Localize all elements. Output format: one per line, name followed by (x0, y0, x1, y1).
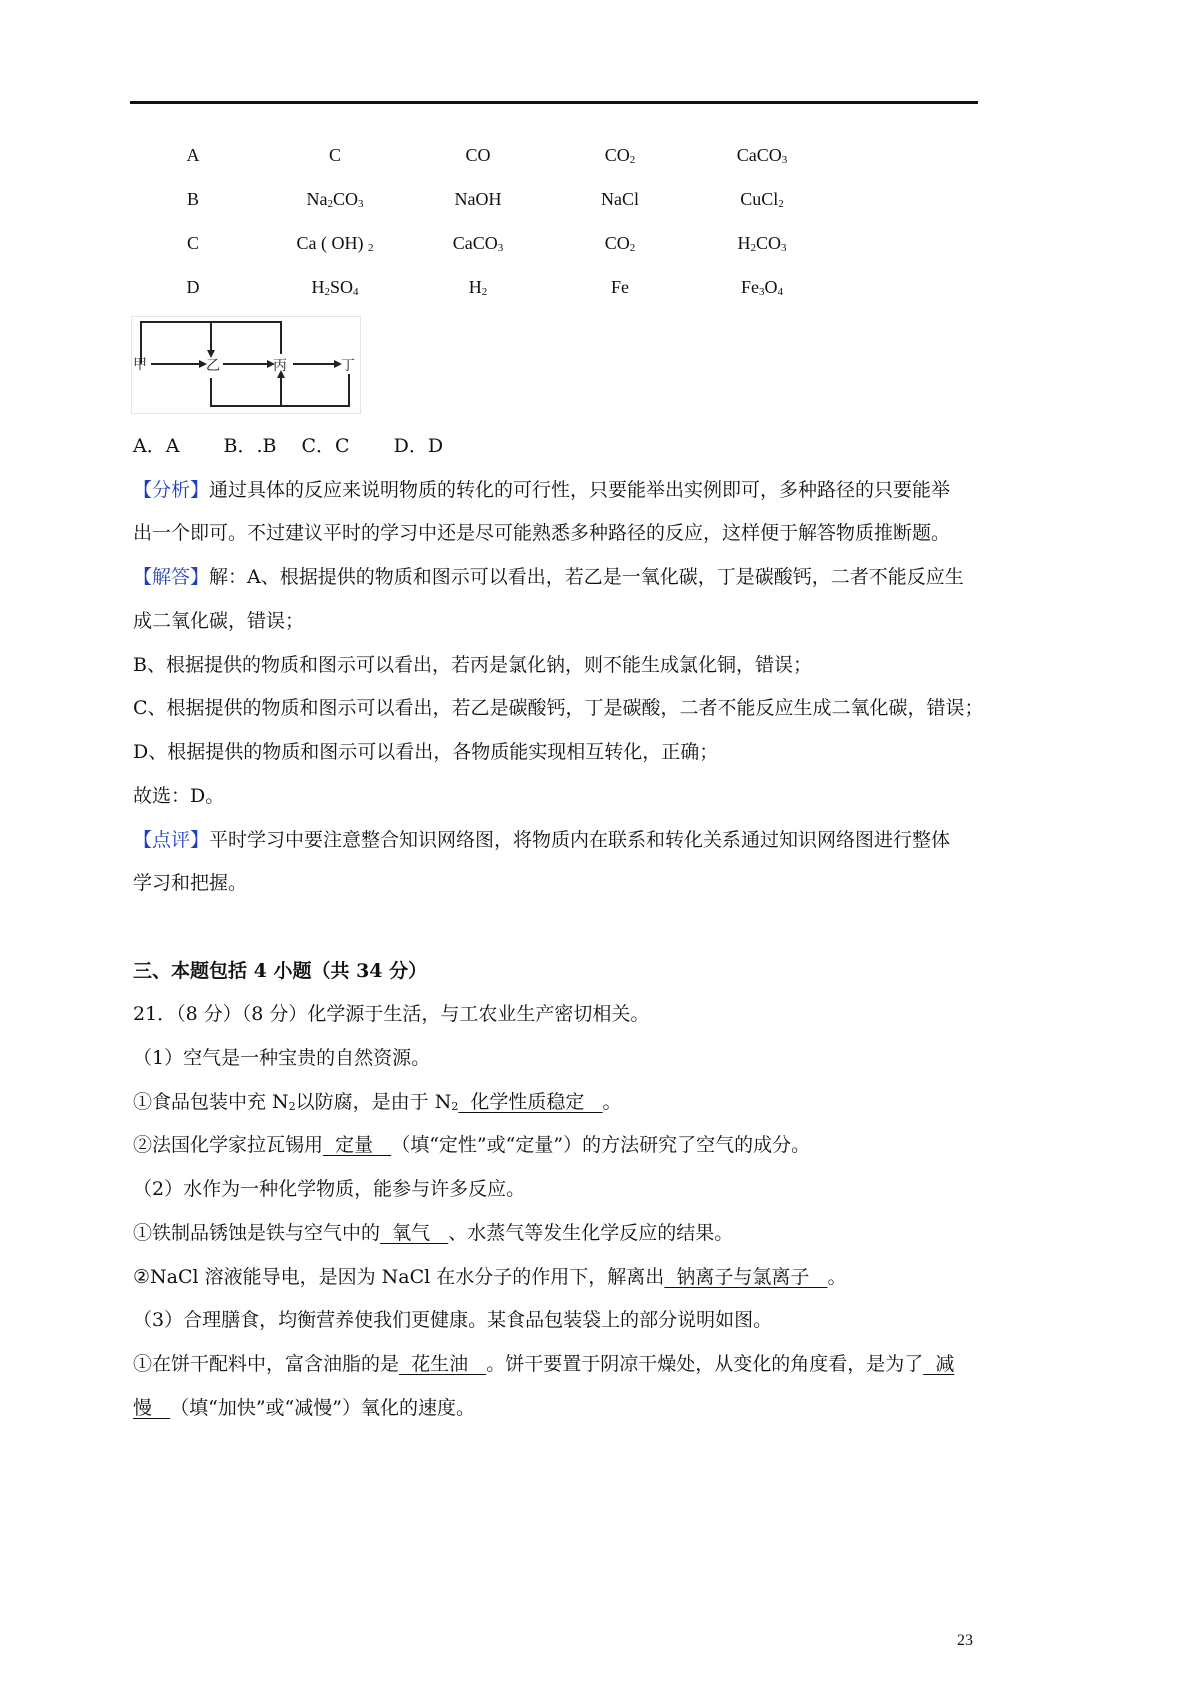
answer-blank: 氧气 (380, 1222, 449, 1244)
edge-jia-yi-top (141, 322, 211, 364)
table-row (0, 277, 1200, 307)
question-stem: 21．（8 分）（8 分）化学源于生活，与工农业生产密切相关。 (133, 1003, 650, 1025)
cell: $CO_2$ (604, 145, 636, 166)
node-ding: 丁 (341, 358, 355, 374)
answer-line: C、根据提供的物质和图示可以看出，若乙是碳酸钙，丁是碳酸，二者不能反应生成二氧化碳，错误； (133, 697, 984, 719)
question-item: ①铁制品锈蚀是铁与空气中的 氧气 、水蒸气等发生化学反应的结果。 (133, 1222, 734, 1244)
question-item: ②NaCl 溶液能导电，是因为 NaCl 在水分子的作用下，解离出 钠离子与氯离子 。 (133, 1266, 847, 1288)
answer-blank: 化学性质稳定 (458, 1091, 603, 1113)
edge-top-bing (211, 322, 281, 354)
header-rule (130, 101, 978, 104)
question-part: （3）合理膳食，均衡营养使我们更健康。某食品包装袋上的部分说明如图。 (133, 1309, 773, 1331)
row-label: C (186, 233, 200, 253)
answer-line: 【解答】解：A、根据提供的物质和图示可以看出，若乙是一氧化碳，丁是碳酸钙，二者不能反应生 (133, 566, 964, 588)
question-item: 慢 （填“加快”或“减慢”）氧化的速度。 (133, 1397, 475, 1419)
answer-line: 故选：D。 (133, 785, 225, 807)
answer-blank: 慢 (133, 1397, 171, 1419)
question-part: （1）空气是一种宝贵的自然资源。 (133, 1047, 431, 1069)
cell: NaOH (454, 189, 502, 209)
node-bing: 丙 (273, 358, 287, 374)
conversion-diagram (131, 316, 361, 414)
cell: CaCO$_3$ (736, 145, 788, 166)
cell: $H_2SO_4$ (311, 277, 359, 298)
cell: CuCl$_2$ (740, 189, 784, 210)
answer-blank: 减 (923, 1353, 955, 1375)
cell: $H_2$ (468, 277, 488, 298)
comment-line: 【点评】平时学习中要注意整合知识网络图，将物质内在联系和转化关系通过知识网络图进行整体 (133, 829, 951, 851)
answer-line: 成二氧化碳，错误； (133, 610, 305, 632)
cell: CaCO$_3$ (452, 233, 504, 254)
table-row (0, 189, 1200, 219)
cell: C (328, 145, 342, 165)
node-yi: 乙 (206, 358, 220, 374)
table-row (0, 233, 1200, 263)
cell: $Fe_3O_4$ (741, 277, 783, 298)
table-row (0, 145, 1200, 175)
cell: Fe (611, 277, 629, 297)
answer-line: D、根据提供的物质和图示可以看出，各物质能实现相互转化，正确； (133, 741, 719, 763)
answer-blank: 钠离子与氯离子 (664, 1266, 828, 1288)
node-jia: 甲 (133, 357, 147, 373)
comment-tag: 【点评】 (133, 829, 210, 851)
answer-blank: 定量 (323, 1134, 392, 1156)
analysis-tag: 【分析】 (133, 479, 210, 501)
row-label: D (186, 277, 200, 297)
cell: $H_2CO_3$ (737, 233, 787, 254)
row-label: A (186, 145, 200, 165)
cell: Ca ( OH) $_2$ (296, 233, 374, 254)
answer-tag: 【解答】 (133, 566, 210, 588)
question-item: ①在饼干配料中，富含油脂的是 花生油 。饼干要置于阴凉干燥处，从变化的角度看，是为了 减 (133, 1353, 955, 1375)
answer-blank: 花生油 (399, 1353, 487, 1375)
cell: $CO_2$ (604, 233, 636, 254)
options: A．A B．.B C．C D．D (133, 435, 444, 457)
page-number: 23 (957, 1632, 973, 1649)
analysis-line: 出一个即可。不过建议平时的学习中还是尽可能熟悉多种路径的反应，这样便于解答物质推断题。 (133, 522, 951, 544)
arrowhead (207, 350, 215, 358)
cell: CO (465, 145, 491, 165)
cell: $Na_2CO_3$ (306, 189, 364, 210)
question-item: ①食品包装中充 $N_2$以防腐，是由于 $N_2$ 化学性质稳定 。 (133, 1091, 622, 1113)
question-item: ②法国化学家拉瓦锡用 定量 （填“定性”或“定量”）的方法研究了空气的成分。 (133, 1134, 811, 1156)
answer-line: B、根据提供的物质和图示可以看出，若丙是氯化钠，则不能生成氯化铜，错误； (133, 654, 812, 676)
section-heading: 三、本题包括 4 小题（共 34 分） (133, 960, 428, 982)
question-part: （2）水作为一种化学物质，能参与许多反应。 (133, 1178, 526, 1200)
row-label: B (186, 189, 200, 209)
comment-line: 学习和把握。 (133, 872, 248, 894)
cell: NaCl (601, 189, 639, 209)
analysis-line: 【分析】通过具体的反应来说明物质的转化的可行性，只要能举出实例即可，多种路径的只要能举 (133, 479, 951, 501)
